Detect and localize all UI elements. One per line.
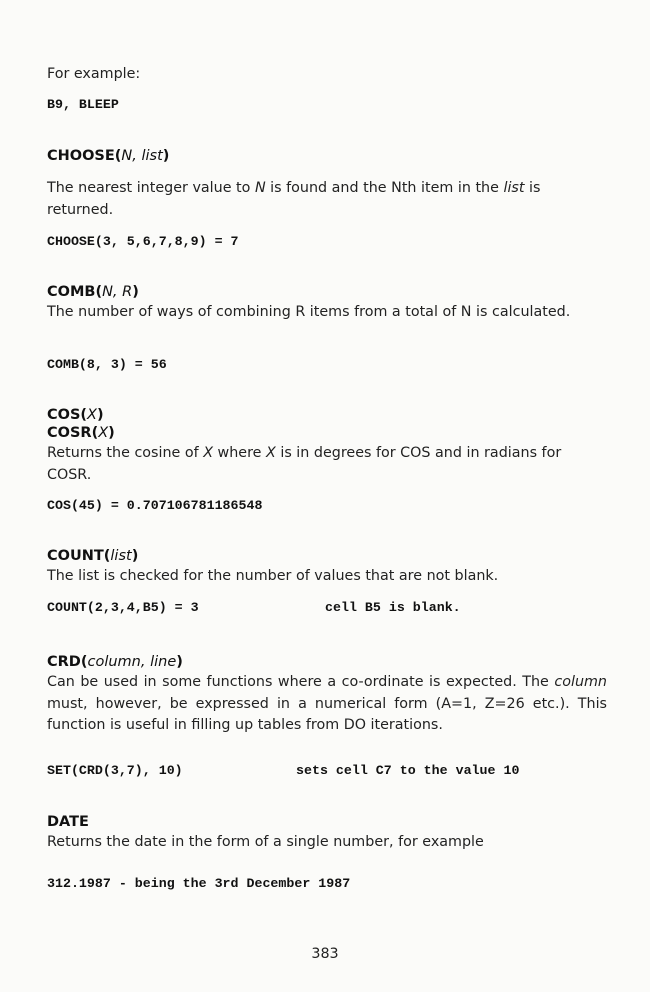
- date-code: 312.1987 - being the 3rd December 1987: [47, 876, 351, 891]
- count-heading: COUNT(list): [47, 548, 139, 564]
- cos-code: COS(45) = 0.707106781186548: [47, 498, 263, 513]
- crd-description: Can be used in some functions where a co-ordinate is expected. The column must, however, be expressed in a numerical form (A=1, Z=26 etc.). This function is useful in filling up tables from DO iterations.: [47, 674, 607, 733]
- count-description: The list is checked for the number of values that are not blank.: [47, 568, 499, 584]
- comb-heading: COMB(N, R): [47, 284, 139, 300]
- crd-code: SET(CRD(3,7), 10): [47, 763, 183, 778]
- cos-heading: COS(X): [47, 407, 104, 423]
- comb-code: COMB(8, 3) = 56: [47, 357, 167, 372]
- page-number: 383: [311, 946, 339, 962]
- choose-description: The nearest integer value to N is found and the Nth item in the list is returned.: [47, 180, 541, 218]
- choose-code: CHOOSE(3, 5,6,7,8,9) = 7: [47, 234, 239, 249]
- date-description: Returns the date in the form of a single number, for example: [47, 834, 484, 850]
- intro-code: B9, BLEEP: [47, 97, 119, 112]
- date-heading: DATE: [47, 814, 89, 830]
- intro-text: For example:: [47, 66, 141, 82]
- cosr-heading: COSR(X): [47, 425, 115, 441]
- choose-heading: CHOOSE(N, list): [47, 148, 170, 164]
- comb-description: The number of ways of combining R items from a total of N is calculated.: [47, 304, 571, 320]
- count-comment: cell B5 is blank.: [325, 600, 461, 615]
- cos-description: Returns the cosine of X where X is in degrees for COS and in radians for COSR.: [47, 445, 562, 483]
- count-code: COUNT(2,3,4,B5) = 3: [47, 600, 199, 615]
- crd-comment: sets cell C7 to the value 10: [296, 763, 520, 778]
- crd-heading: CRD(column, line): [47, 654, 183, 670]
